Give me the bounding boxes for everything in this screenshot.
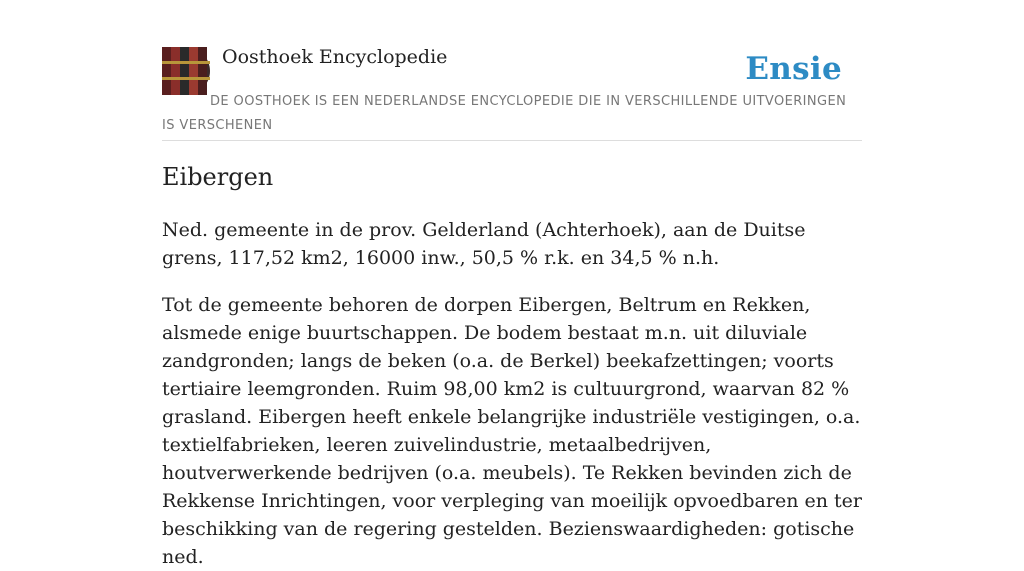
encyclopedia-books-icon[interactable] <box>162 47 210 95</box>
brand-logo[interactable]: Ensie <box>745 51 842 87</box>
header <box>162 0 862 141</box>
source-name[interactable]: Oosthoek Encyclopedie <box>222 46 448 68</box>
page-container <box>162 0 862 568</box>
page-title: Eibergen <box>162 163 274 191</box>
article-paragraph: Tot de gemeente behoren de dorpen Eibergen, Beltrum en Rekken, alsmede enige buurtschappen. De bodem bestaat m.n. uit diluviale zandgronden; langs de beken (o.a. de Berkel) beekafzettingen; voorts tertiaire leemgronden. Ruim 98,00 km2 is cultuurgrond, waarvan 82 % grasland. Eibergen heeft enkele belangrijke industriële vestigingen, o.a. textielfabrieken, leeren zuivelindustrie, metaalbedrijven, houtverwerkende bedrijven (o.a. meubels). Te Rekken bevinden zich de Rekkense Inrichtingen, voor verpleging van moeilijk opvoedbaren en ter beschikking van de regering gestelden. Bezienswaardigheden: gotische ned. <box>162 294 862 568</box>
article-paragraph: Ned. gemeente in de prov. Gelderland (Achterhoek), aan de Duitse grens, 117,52 km2, 16000 inw., 50,5 % r.k. en 34,5 % n.h. <box>162 219 806 269</box>
source-tagline: DE OOSTHOEK IS EEN NEDERLANDSE ENCYCLOPEDIE DIE IN VERSCHILLENDE UITVOERINGEN IS VERSCHENEN <box>162 94 847 133</box>
